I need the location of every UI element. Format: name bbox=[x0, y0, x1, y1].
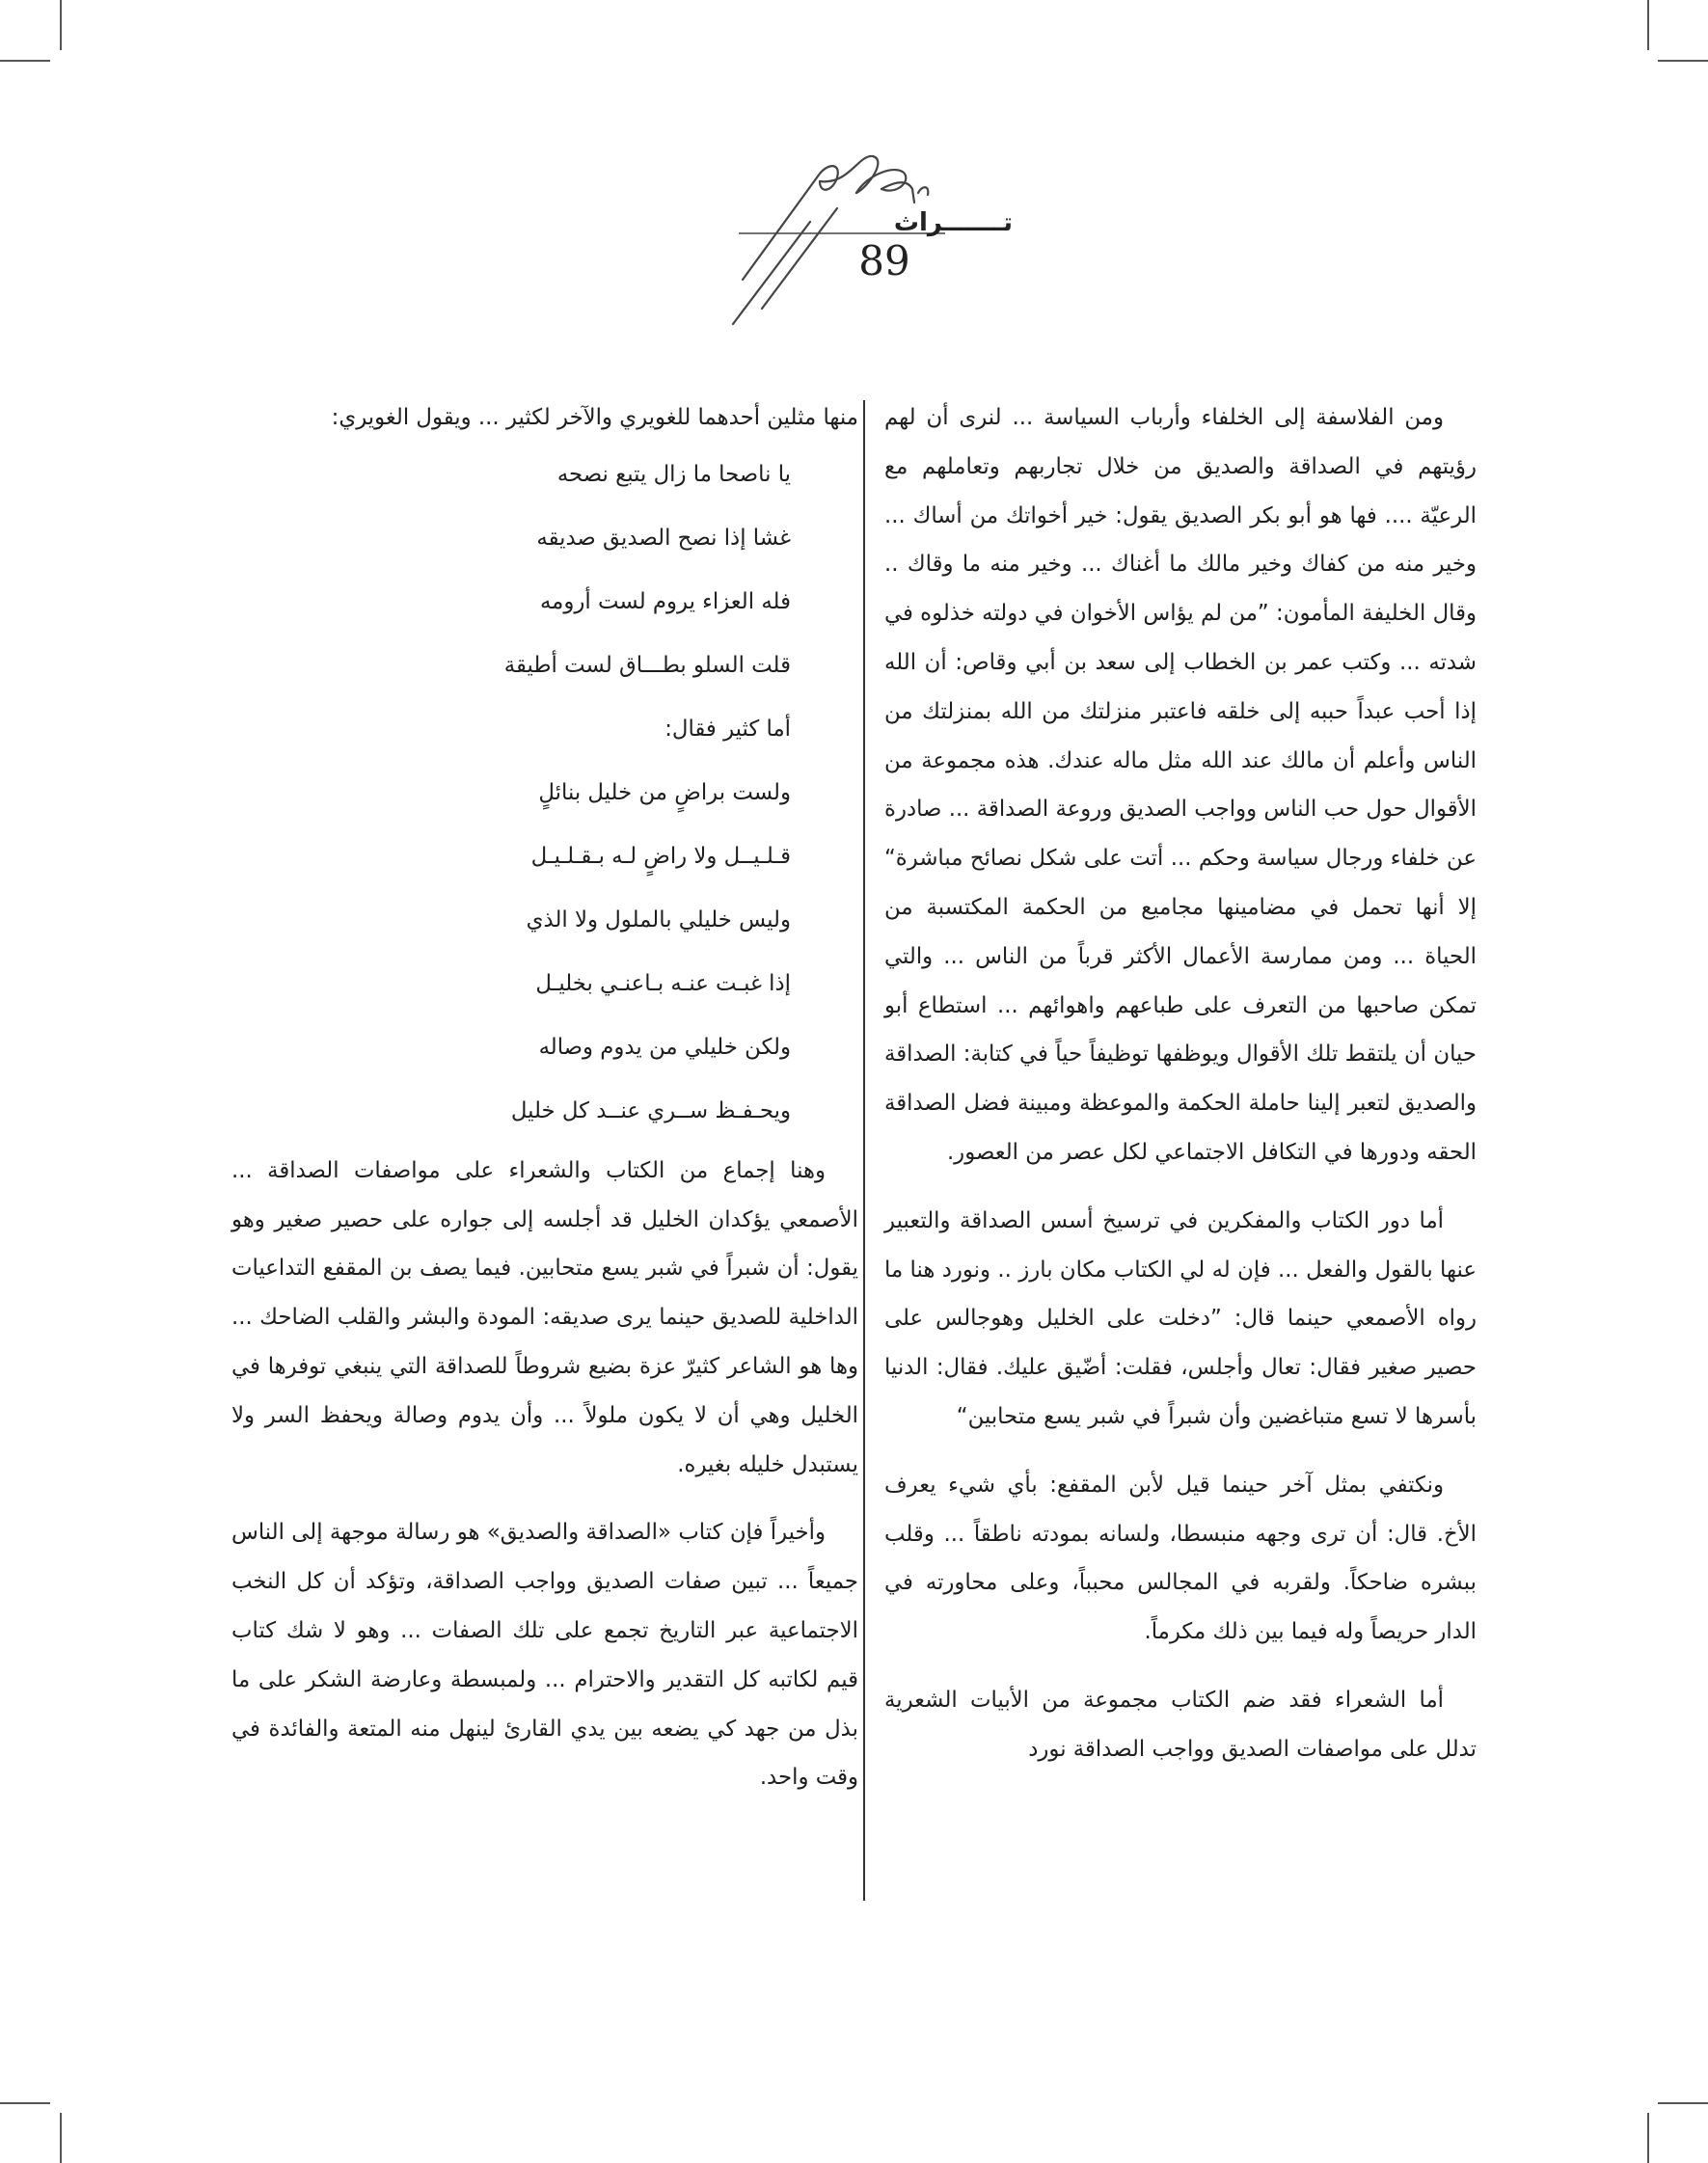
poem-verse: قـلـيــل ولا راضٍ لـه بـقـلـيـل bbox=[530, 843, 791, 869]
crop-mark bbox=[0, 2102, 50, 2104]
page-number: 89 bbox=[858, 237, 910, 284]
poem-verse: فله العزاء يروم لست أرومه bbox=[539, 588, 791, 614]
crop-mark bbox=[1658, 2102, 1708, 2104]
poem-verse: إذا غبـت عنـه بـاعنـي بخليـل bbox=[535, 970, 791, 996]
poem-verse: ويحـفـظ ســري عنــد كل خليل bbox=[510, 1097, 791, 1123]
poem-verse: ولست براضٍ من خليل بنائلٍ bbox=[538, 779, 791, 805]
crop-mark bbox=[0, 60, 50, 62]
paragraph: أما دور الكتاب والمفكرين في ترسيخ أسس الصداقة والتعبير عنها بالقول والفعل ... فإن له لي الكتاب مكان بارز .. ونورد هنا ما رواه الأصمعي حينما قال: ”دخلت على الخليل وهوجالس على حصير صغير فقال: تعال وأجلس، فقلت: أضّيق عليك. فقال: الدنيا بأسرها لا تسع متباغضين وأن شبراً في شبر يسع متحابين“ bbox=[884, 1207, 1477, 1429]
poem-verse: وليس خليلي بالملول ولا الذي bbox=[526, 906, 791, 933]
left-column bbox=[231, 393, 858, 1802]
paragraph: وهنا إجماع من الكتاب والشعراء على مواصفات الصداقة ... الأصمعي يؤكدان الخليل قد أجلسه إلى جواره على حصير صغير وهو يقول: أن شبراً في شبر يسع متحابين. فيما يصف بن المقفع التداعيات الداخلية للصديق حينما يرى صديقه: المودة والبشر والقلب الضاحك ... وها هو الشاعر كثيرّ عزة بضيع شروطاً للصداقة التي ينبغي توفرها في الخليل وهي أن لا يكون ملولاً ... وأن يدوم وصالة ويحفظ السر ولا يستبدل خليله بغيره. bbox=[231, 1157, 858, 1477]
crop-mark bbox=[1647, 0, 1649, 50]
crop-mark bbox=[1647, 2113, 1649, 2163]
poem-verse: غشا إذا نصح الصديق صديقه bbox=[536, 525, 791, 551]
crop-mark bbox=[60, 2113, 62, 2163]
paragraph: ونكتفي بمثل آخر حينما قيل لأبن المقفع: بأي شيء يعرف الأخ. قال: أن ترى وجهه منبسطا، ولسانه بمودته ناطقاً ... وقلب ببشره ضاحكاً. ولقربه في المجالس محبباً، وعلى محاورته في الدار حريصاً وله فيما بين ذلك مكرماً. bbox=[884, 1472, 1477, 1645]
turath-logo-icon bbox=[675, 135, 1080, 328]
paragraph: ومن الفلاسفة إلى الخلفاء وأرباب السياسة ... لنرى أن لهم رؤيتهم في الصداقة والصديق من خلال تجاربهم وتعاملهم مع الرعيّة .... فها هو أبو بكر الصديق يقول: خير أخواتك من أساك ... وخير منه من كفاك وخير مالك ما أغناك ... وخير منه ما وقاك .. وقال الخليفة المأمون: ”من لم يؤاس الأخوان في دولته خذلوه في شدته ... وكتب عمر بن الخطاب إلى سعد بن أبي وقاص: أن الله إذا أحب عبداً حببه إلى خلقه فاعتبر منزلتك من الله بمنزلتك من الناس وأعلم أن مالك عند الله مثل ماله عندك. هذه مجموعة من الأقوال حول حب الناس وواجب الصديق وروعة الصداقة ... صادرة عن خلفاء ورجال سياسة وحكم ... أتت على شكل نصائح مباشرة“ إلا أنها تحمل في مضامينها مجاميع من الحكمة المكتسبة من الحياة ... ومن ممارسة الأعمال الأكثر قرباً من الناس ... والتي تمكن صاحبها من التعرف على طباعهم واهوائهم ... استطاع أبو حيان أن يلتقط تلك الأقوال ويوظفها توظيفاً حياً في كتابة: الصداقة والصديق لتعبر إلينا حاملة الحكمة والموعظة ومبينة فضل الصداقة الحقه ودورها في التكافل الاجتماعي لكل عصر من العصور. bbox=[884, 405, 1477, 1165]
paragraph: منها مثلين أحدهما للغويري والآخر لكثير ... ويقول الغويري: bbox=[331, 405, 858, 430]
poem-verse: يا ناصحا ما زال يتبع نصحه bbox=[556, 461, 791, 487]
poem-verse: قلت السلو بطـــاق لست أطيقة bbox=[503, 652, 791, 678]
paragraph: أما الشعراء فقد ضم الكتاب مجموعة من الأبيات الشعرية تدلل على مواصفات الصديق وواجب الصداقة نورد bbox=[884, 1687, 1477, 1762]
crop-mark bbox=[60, 0, 62, 50]
poem-intro: أما كثير فقال: bbox=[664, 716, 791, 742]
right-column bbox=[884, 393, 1477, 1774]
page-header bbox=[675, 135, 1080, 328]
poem-verse: ولكن خليلي من يدوم وصاله bbox=[538, 1034, 791, 1060]
column-divider bbox=[863, 400, 865, 1901]
paragraph: وأخيراً فإن كتاب «الصداقة والصديق» هو رسالة موجهة إلى الناس جميعاً ... تبين صفات الصديق وواجب الصداقة، وتؤكد أن كل النخب الاجتماعية عبر التاريخ تجمع على تلك الصفات ... وهو لا شك كتاب قيم لكاتبه كل التقدير والاحترام ... ولمبسطة وعارضة الشكر على ما بذل من جهد كي يضعه بين يدي القارئ لينهل منه المتعة والفائدة في وقت واحد. bbox=[231, 1520, 858, 1791]
crop-mark bbox=[1658, 60, 1708, 62]
section-rubric: تـــــــراث bbox=[893, 208, 1013, 237]
